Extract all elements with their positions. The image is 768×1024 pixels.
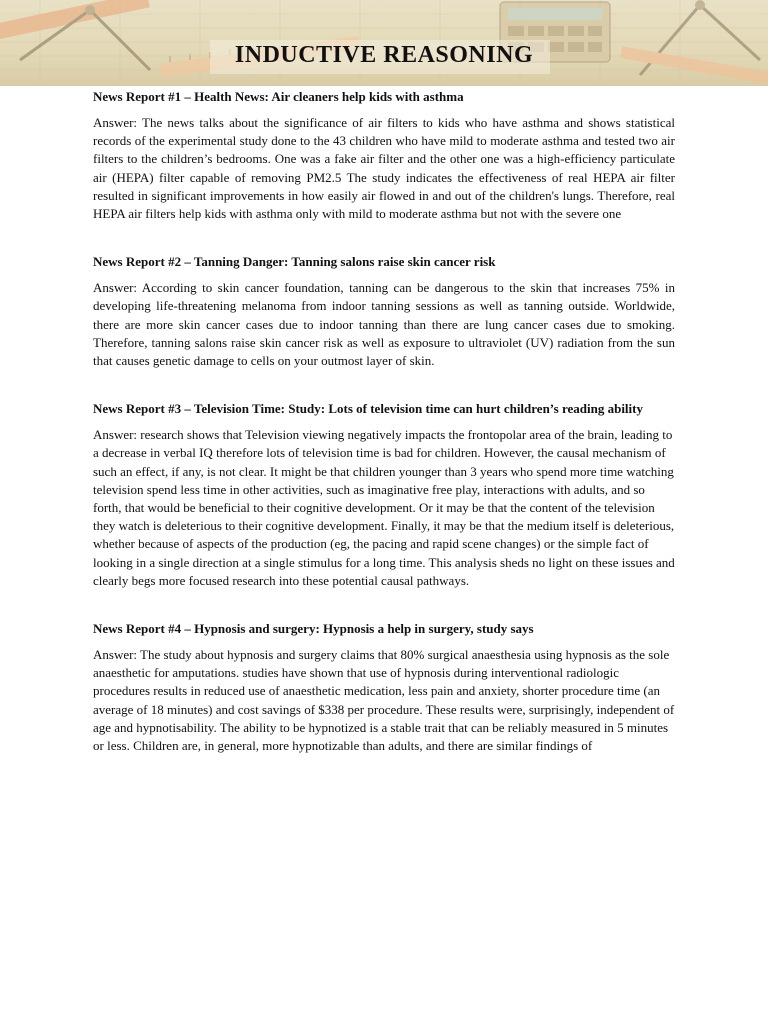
section-answer: Answer: According to skin cancer foundation, tanning can be dangerous to the skin that increases 75% in developing life-threatening melanoma from indoor tanning sessions as well as tanning outside. Worldwide, there are more skin cancer cases due to indoor tanning than there are lung cancer cases due to smoking. Therefore, tanning salons raise skin cancer risk as well as exposure to ultraviolet (UV) radiation from the sun that causes genetic damage to cells on your outmost layer of skin. (93, 280, 675, 369)
news-report-2 (93, 253, 675, 370)
header-banner (0, 0, 768, 86)
section-heading: News Report #4 – Hypnosis and surgery: Hypnosis a help in surgery, study says (93, 621, 534, 637)
section-answer: Answer: The news talks about the significance of air filters to kids who have asthma and shows statistical records of the experimental study done to the 43 children who have mild to moderate asthma and tested two air filters to the children’s bedrooms. One was a fake air filter and the other one was a high-efficiency particulate air (HEPA) filter capable of removing PM2.5 The study indicates the effectiveness of real HEPA air filter resulted in significant improvements in how easily air flowed in and out of the children's lungs. Therefore, real HEPA air filters help kids with asthma only with mild to moderate asthma but not with the severe one (93, 115, 675, 222)
news-report-3 (93, 400, 675, 590)
document-title: INDUCTIVE REASONING (234, 42, 534, 68)
section-answer: Answer: research shows that Television viewing negatively impacts the frontopolar area of the brain, leading to a decrease in verbal IQ therefore lots of television time is bad for children. However, the causal mechanism of such an effect, if any, is not clear. It might be that children younger than 3 years who spend more time watching television spend less time in other activities, such as imaginative free play, interactions with adults, and so forth, that would be beneficial to their cognitive development. Or it may be that the content of the television they watch is deleterious to their cognitive development. Finally, it may be that the medium itself is deleterious, whether because of aspects of the production (eg, the pacing and rapid scene changes) or the simple fact of looking in a single direction at a single stimulus for a long time. This analysis sheds no light on these issues and clearly begs more focused research into these potential causal pathways. (93, 427, 675, 588)
news-report-4 (93, 620, 675, 755)
news-report-1 (93, 88, 675, 223)
section-heading: News Report #3 – Television Time: Study: Lots of television time can hurt children’s reading ability (93, 401, 643, 417)
section-heading: News Report #2 – Tanning Danger: Tanning salons raise skin cancer risk (93, 254, 496, 270)
section-answer: Answer: The study about hypnosis and surgery claims that 80% surgical anaesthesia using hypnosis as the sole anaesthetic for amputations. studies have shown that use of hypnosis during interventional radiologic procedures results in reduced use of anaesthetic medication, less pain and anxiety, shorter procedure time (an average of 18 minutes) and cost savings of $338 per procedure. These results were, surprisingly, independent of age and hypnotisability. The ability to be hypnotized is a stable trait that can be reliably measured in 5 minutes or less. Children are, in general, more hypnotizable than adults, and there are similar findings of (93, 647, 675, 754)
document-body (93, 88, 675, 755)
section-heading: News Report #1 – Health News: Air cleaners help kids with asthma (93, 89, 464, 104)
